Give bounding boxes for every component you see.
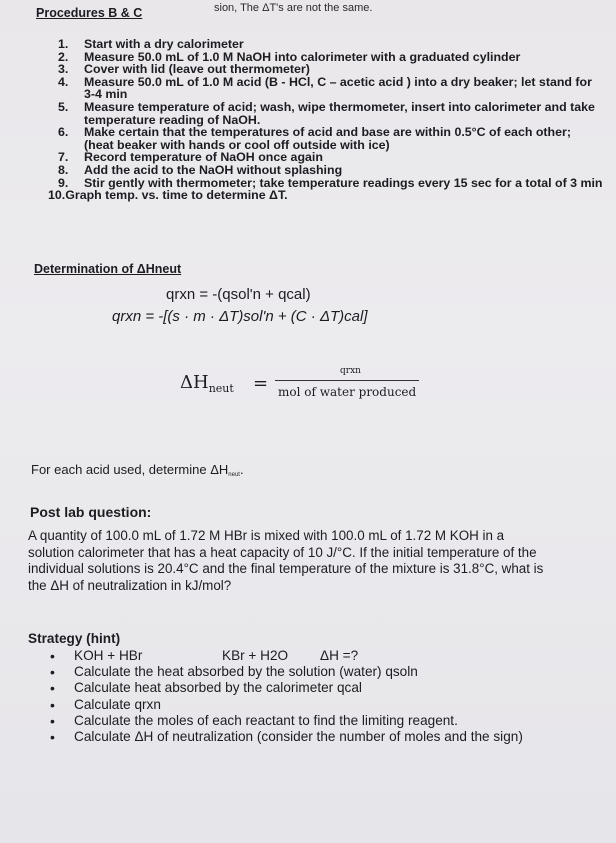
each-acid-instruction: For each acid used, determine $\Delta H_{neut}$. (31, 462, 244, 478)
procedures-heading: Procedures B & C (36, 6, 143, 20)
list-item: 4. Measure 50.0 mL of 1.0 M acid (B - HCl, C – acetic acid ) into a dry beaker; let stand for 3-4 min (58, 74, 592, 102)
list-item: • Calculate heat absorbed by the calorimeter qcal (50, 680, 616, 696)
fraction-denominator: mol of water produced (278, 385, 417, 399)
equation-qrxn-expanded: qrxn = -[(s · m · ΔT)sol'n + (C · ΔT)cal] (112, 308, 368, 325)
determination-heading: Determination of ΔHneut (34, 262, 182, 276)
list-item: 1. Start with a dry calorimeter (58, 37, 244, 51)
strategy-hints (50, 648, 616, 745)
list-item: 10.Graph temp. vs. time to determine ΔT. (48, 188, 288, 203)
list-item: 8. Add the acid to the NaOH without splashing (58, 162, 343, 177)
list-item: • Calculate qrxn (50, 697, 616, 713)
equals-sign: = (253, 373, 269, 394)
list-item: 9. Stir gently with thermometer; take temperature readings every 15 sec for a total of 3 min (58, 175, 603, 190)
procedure-steps (48, 37, 603, 203)
fraction-bar (275, 380, 419, 381)
post-lab-question: A quantity of 100.0 mL of 1.72 M HBr is mixed with 100.0 mL of 1.72 M KOH in a solution calorimeter that has a heat capacity of 10 J/°C. If the initial temperature of the individual solutions is 20.4°C and the final temperature of the mixture is 31.8°C, what is the ΔH of neutralization in kJ/mol? (28, 528, 544, 593)
list-item: • KOH + HBr KBr + H2O ΔH =? (50, 648, 616, 664)
list-item: 7. Record temperature of NaOH once again (58, 150, 323, 165)
post-lab-heading: Post lab question: (30, 504, 152, 520)
fraction-numerator: qrxn (340, 366, 361, 376)
list-item: 3. Cover with lid (leave out thermometer) (58, 62, 310, 77)
list-item: 5. Measure temperature of acid; wash, wipe thermometer, insert into calorimeter and take temperature reading of NaOH. (58, 99, 595, 127)
list-item: 2. Measure 50.0 mL of 1.0 M NaOH into calorimeter with a graduated cylinder (58, 49, 521, 64)
equation-qrxn: qrxn = -(qsol'n + qcal) (166, 286, 311, 303)
strategy-heading: Strategy (hint) (28, 631, 121, 646)
list-item: • Calculate ΔH of neutralization (consider the number of moles and the sign) (50, 729, 616, 745)
list-item: • Calculate the heat absorbed by the solution (water) qsoln (50, 664, 616, 680)
list-item: 6. Make certain that the temperatures of acid and base are within 0.5°C of each other; (heat beaker with hands or cool off outside with ice) (58, 125, 571, 152)
delta-h-neut-label: $\Delta H_{neut}$ (180, 372, 234, 395)
list-item: • Calculate the moles of each reactant to find the limiting reagent. (50, 713, 616, 729)
top-note: sion, The ΔT's are not the same. (214, 2, 373, 14)
